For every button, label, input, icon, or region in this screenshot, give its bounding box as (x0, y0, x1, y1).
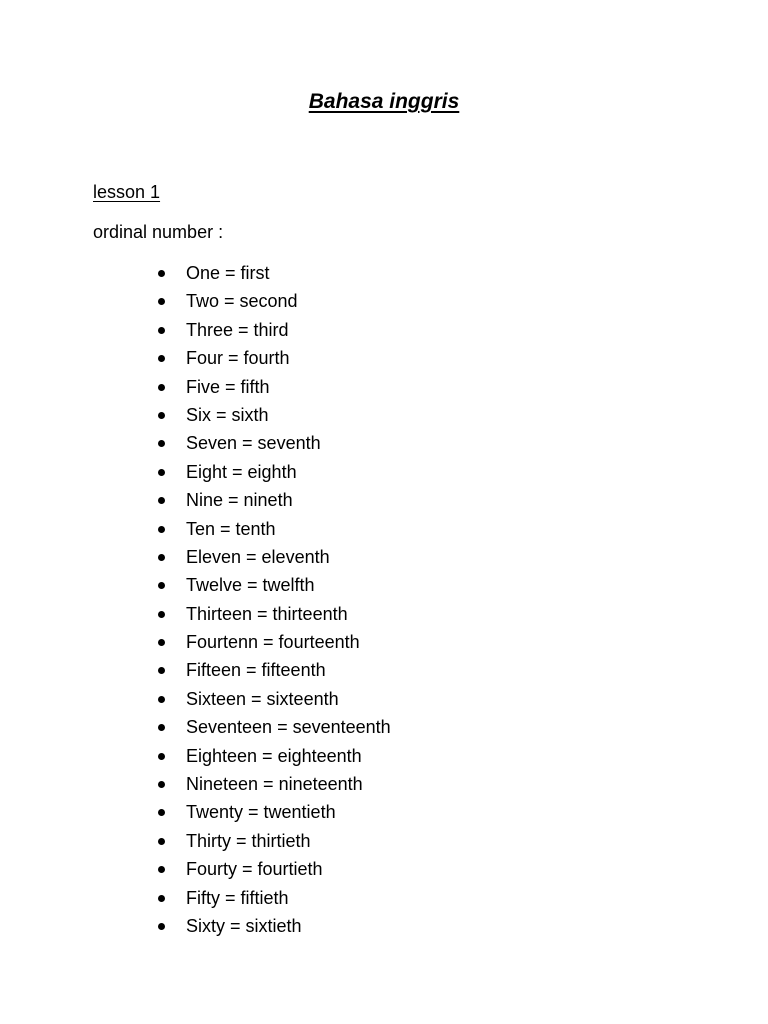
list-item (158, 543, 391, 571)
list-item (158, 742, 391, 770)
list-item (158, 344, 391, 372)
list-item (158, 259, 391, 287)
bullet-icon (158, 753, 165, 760)
list-item (158, 600, 391, 628)
bullet-icon (158, 781, 165, 788)
list-item-text: Sixty = sixtieth (186, 915, 302, 936)
list-item (158, 486, 391, 514)
list-item-text: Three = third (186, 319, 289, 340)
bullet-icon (158, 298, 165, 305)
list-item (158, 571, 391, 599)
list-item-text: Seven = seventh (186, 433, 321, 454)
lesson-heading: lesson 1 (93, 182, 161, 202)
list-item-text: One = first (186, 263, 270, 283)
list-item-text: Nineteen = nineteenth (186, 774, 363, 795)
list-item-text: Ten = tenth (186, 518, 276, 539)
list-item-text: Seventeen = seventeenth (186, 717, 391, 738)
section-label: ordinal number : (93, 222, 224, 242)
ordinal-number-list (158, 259, 391, 940)
list-item-text: Thirteen = thirteenth (186, 603, 348, 624)
bullet-icon (158, 384, 165, 391)
bullet-icon (158, 554, 165, 561)
bullet-icon (158, 724, 165, 731)
list-item-text: Fifteen = fifteenth (186, 660, 326, 681)
list-item-text: Eleven = eleventh (186, 546, 330, 567)
list-item (158, 798, 391, 826)
document-title: Bahasa inggris (308, 90, 460, 113)
bullet-icon (158, 696, 165, 703)
list-item (158, 628, 391, 656)
list-item (158, 855, 391, 883)
list-item (158, 429, 391, 457)
bullet-icon (158, 866, 165, 873)
list-item (158, 884, 391, 912)
bullet-icon (158, 469, 165, 476)
list-item-text: Thirty = thirtieth (186, 830, 311, 851)
list-item (158, 912, 391, 940)
bullet-icon (158, 639, 165, 646)
bullet-icon (158, 327, 165, 334)
list-item-text: Twenty = twentieth (186, 802, 336, 823)
bullet-icon (158, 526, 165, 533)
list-item (158, 713, 391, 741)
bullet-icon (158, 412, 165, 419)
list-item (158, 401, 391, 429)
bullet-icon (158, 895, 165, 902)
list-item (158, 770, 391, 798)
bullet-icon (158, 355, 165, 362)
list-item (158, 316, 391, 344)
list-item-text: Four = fourth (186, 348, 290, 369)
bullet-icon (158, 497, 165, 504)
list-item-text: Nine = nineth (186, 490, 293, 511)
list-item-text: Eighteen = eighteenth (186, 745, 362, 766)
list-item-text: Fifty = fiftieth (186, 887, 289, 908)
list-item-text: Six = sixth (186, 404, 269, 425)
bullet-icon (158, 667, 165, 674)
list-item-text: Fourty = fourtieth (186, 859, 323, 880)
list-item (158, 515, 391, 543)
bullet-icon (158, 582, 165, 589)
list-item-text: Five = fifth (186, 376, 270, 397)
list-item (158, 287, 391, 315)
list-item-text: Fourtenn = fourteenth (186, 632, 360, 653)
list-item-text: Twelve = twelfth (186, 575, 315, 596)
list-item (158, 685, 391, 713)
bullet-icon (158, 838, 165, 845)
list-item (158, 373, 391, 401)
list-item (158, 458, 391, 486)
list-item-text: Two = second (186, 291, 298, 312)
bullet-icon (158, 923, 165, 930)
bullet-icon (158, 611, 165, 618)
bullet-icon (158, 270, 165, 277)
list-item (158, 656, 391, 684)
list-item-text: Sixteen = sixteenth (186, 688, 339, 709)
bullet-icon (158, 440, 165, 447)
list-item (158, 827, 391, 855)
bullet-icon (158, 809, 165, 816)
list-item-text: Eight = eighth (186, 461, 297, 482)
